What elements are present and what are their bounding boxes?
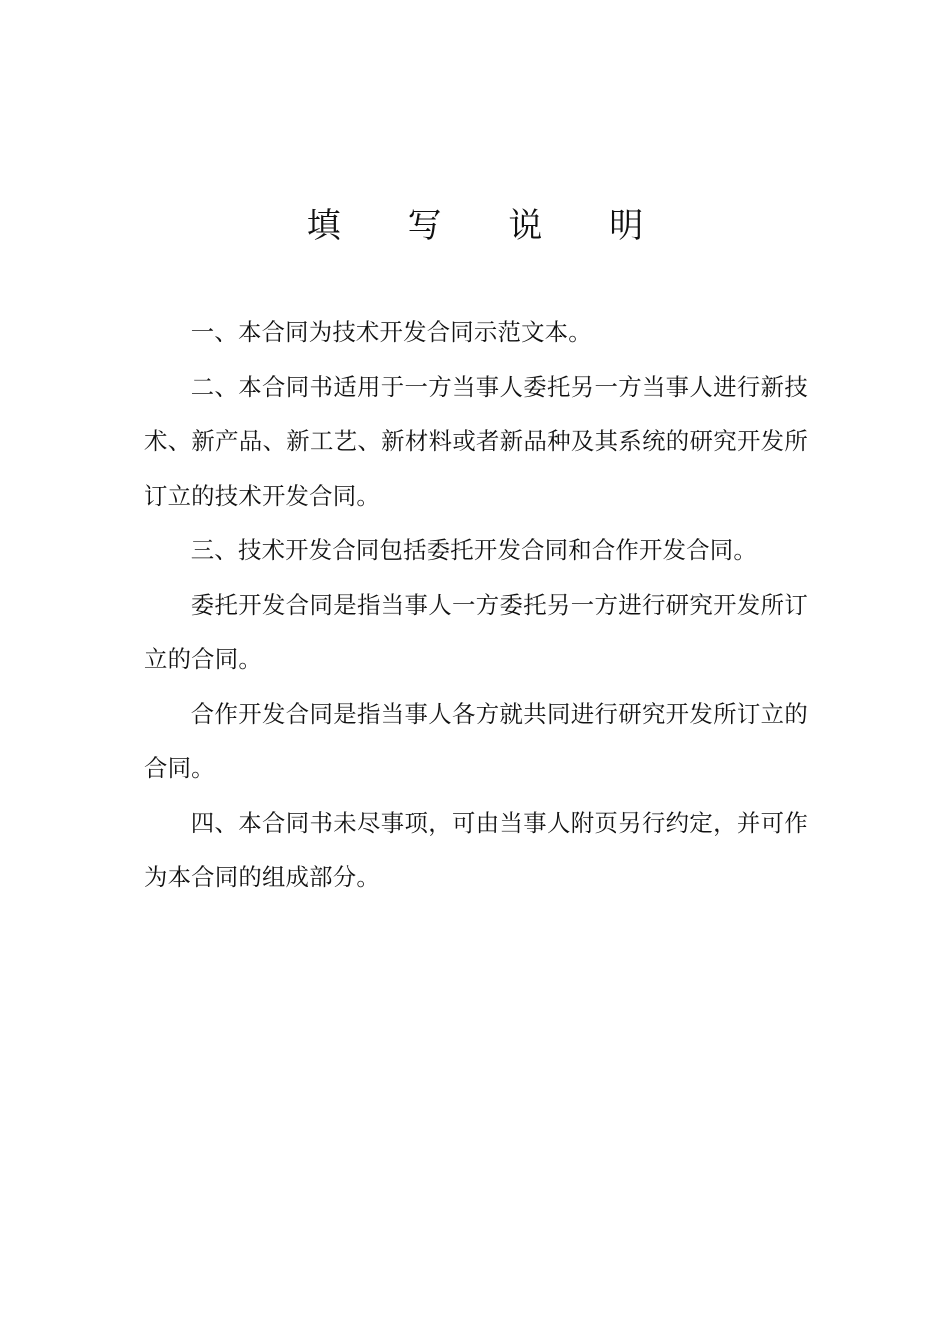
paragraph-1: 一、本合同为技术开发合同示范文本。 xyxy=(190,318,592,346)
paragraph-3: 三、技术开发合同包括委托开发合同和合作开发合同。 xyxy=(190,536,757,564)
paragraph-2: 二、本合同书适用于一方当事人委托另一方当事人进行新技术、新产品、新工艺、新材料或者新品种及其系统的研究开发所订立的技术开发合同。 xyxy=(144,372,808,510)
page-title: 填 写 说 明 xyxy=(306,206,672,246)
instructions-body xyxy=(144,305,808,905)
paragraph-6: 四、本合同书未尽事项，可由当事人附页另行约定，并可作为本合同的组成部分。 xyxy=(144,808,808,891)
paragraph-4: 委托开发合同是指当事人一方委托另一方进行研究开发所订立的合同。 xyxy=(144,590,808,673)
paragraph-5: 合作开发合同是指当事人各方就共同进行研究开发所订立的合同。 xyxy=(144,699,808,782)
